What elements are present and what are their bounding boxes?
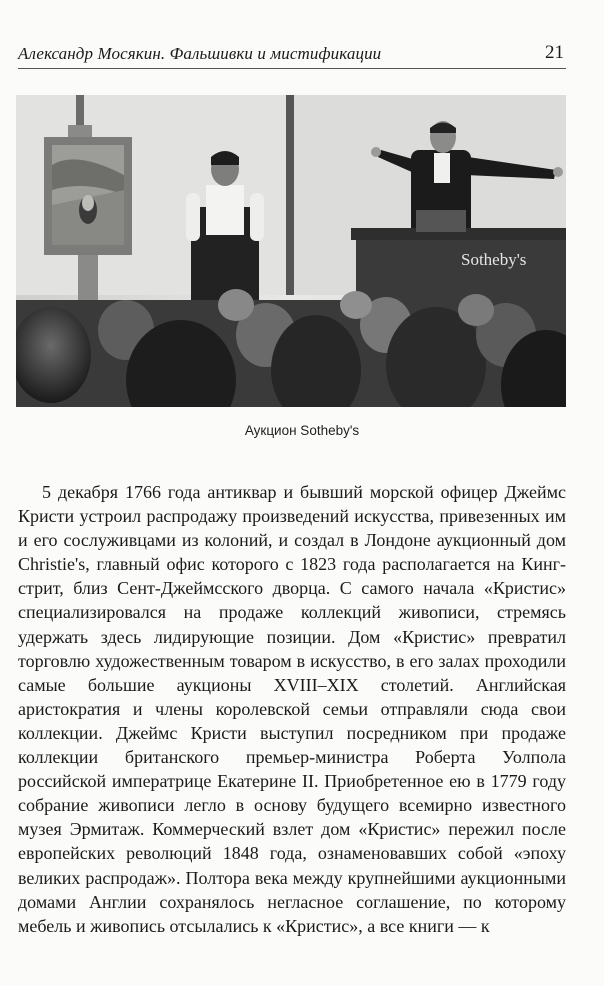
sothebys-podium-sign: Sotheby's	[461, 250, 527, 269]
figure-caption: Аукцион Sotheby's	[244, 423, 360, 438]
body-text	[18, 480, 566, 938]
auction-photo	[16, 95, 566, 407]
body-paragraph: 5 декабря 1766 года антиквар и бывший морской офицер Джеймс Кристи устроил распродажу произведений искусства, привезенных им и его сослуживцами из колоний, и создал в Лондоне аукционный дом Christie's, главный офис которого с 1823 года располагается на Кинг-стрит, близ Сент-Джеймсского дворца. С самого начала «Кристис» специализировался на продаже коллекций живописи, стремясь удержать здесь лидирующие позиции. Дом «Кристис» превратил торговлю художественным товаром в искусство, в его залах проходили самые большие аукционы XVIII–XIX столетий. Английская аристократия и члены королевской семьи отправляли сюда свои коллекции. Джеймс Кристи выступил посредником при продаже коллекции британского премьер-министра Роберта Уолпола российской императрице Екатерине II. Приобретенное ею в 1779 году собрание живописи легло в основу будущего всемирно известного музея Эрмитаж. Коммерческий взлет дом «Кристис» пережил после европейских революций 1848 года, ознаменовавших собой «эпоху великих распродаж». Полтора века между крупнейшими аукционными домами Англии сохранялось негласное соглашение, по которому мебель и живопись отсылались к «Кристис», а все книги — к	[18, 482, 566, 936]
running-header	[18, 42, 566, 69]
running-title: Александр Мосякин. Фальшивки и мистификации	[18, 44, 382, 63]
page-number: 21	[545, 42, 564, 63]
